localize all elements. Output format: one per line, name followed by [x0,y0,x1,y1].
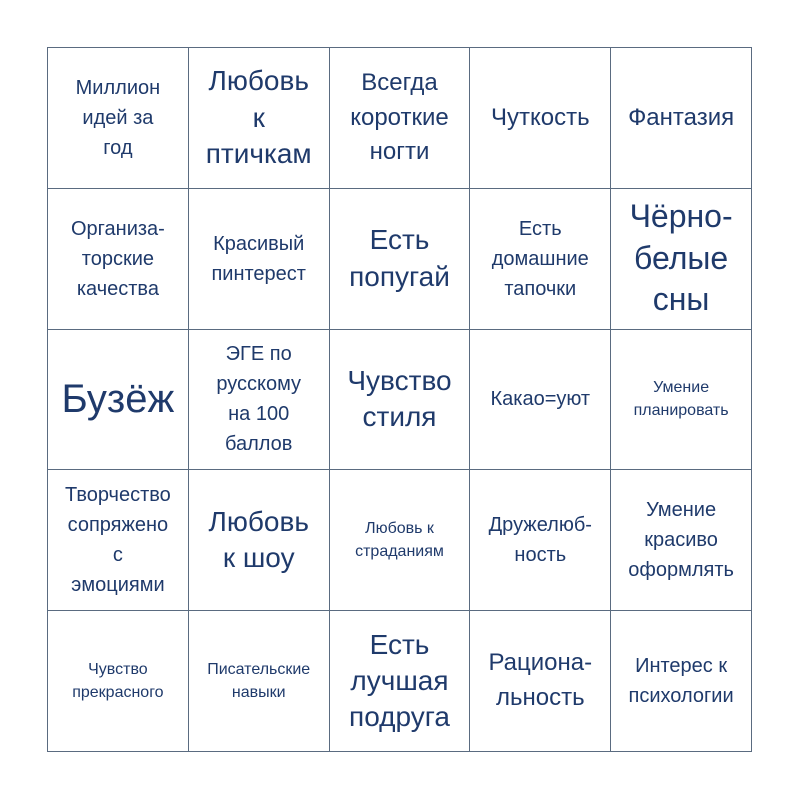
bingo-cell[interactable]: Есть попугай [330,189,471,330]
bingo-cell[interactable]: Чёрно- белые сны [611,189,752,330]
bingo-cell[interactable]: Фантазия [611,48,752,189]
bingo-cell[interactable]: Чувство стиля [330,330,471,471]
bingo-board [47,47,752,752]
bingo-cell[interactable]: Чуткость [470,48,611,189]
bingo-cell[interactable]: Всегда короткие ногти [330,48,471,189]
bingo-cell[interactable]: Умение планировать [611,330,752,471]
bingo-cell[interactable]: Организа- торские качества [48,189,189,330]
bingo-cell[interactable]: Чувство прекрасного [48,611,189,752]
bingo-cell[interactable]: Умение красиво оформлять [611,470,752,611]
bingo-cell[interactable]: Интерес к психологии [611,611,752,752]
bingo-cell[interactable]: Любовь к шоу [189,470,330,611]
bingo-cell[interactable]: Красивый пинтерест [189,189,330,330]
bingo-cell[interactable]: Писательские навыки [189,611,330,752]
bingo-cell[interactable]: Есть лучшая подруга [330,611,471,752]
bingo-cell[interactable]: Творчество сопряжено с эмоциями [48,470,189,611]
bingo-cell[interactable]: ЭГЕ по русскому на 100 баллов [189,330,330,471]
bingo-cell[interactable]: Миллион идей за год [48,48,189,189]
bingo-cell[interactable]: Любовь к птичкам [189,48,330,189]
bingo-cell[interactable]: Рациона- льность [470,611,611,752]
bingo-cell[interactable]: Бузёж [48,330,189,471]
bingo-cell[interactable]: Какао=уют [470,330,611,471]
bingo-cell[interactable]: Дружелюб- ность [470,470,611,611]
bingo-cell[interactable]: Есть домашние тапочки [470,189,611,330]
bingo-cell[interactable]: Любовь к страданиям [330,470,471,611]
